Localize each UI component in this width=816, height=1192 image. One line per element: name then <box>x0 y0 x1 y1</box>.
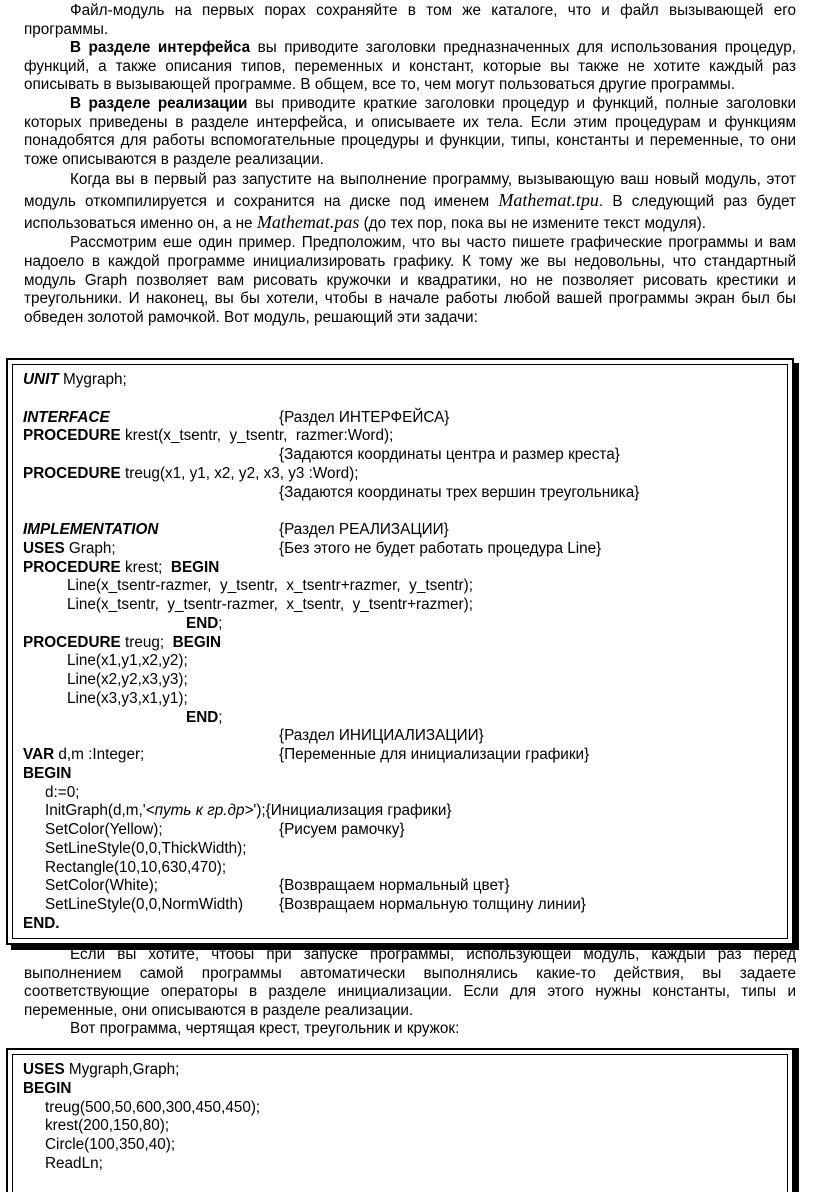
code-line: d:=0; <box>45 783 80 801</box>
paragraph-2 <box>24 39 796 95</box>
paragraph-1: Файл-модуль на первых порах сохраняйте в том же каталоге, что и файл вызывающей его программы. <box>24 2 796 38</box>
code-comment: {Возвращаем нормальный цвет} <box>279 877 510 895</box>
code-comment: {Переменные для инициализации графики} <box>279 746 590 763</box>
code-line: Line(x2,y2,x3,y3); <box>67 671 188 688</box>
code-line: Graph; <box>64 539 116 557</box>
code-line: Circle(100,350,40); <box>45 1136 176 1153</box>
paragraph-3-bold: В разделе реализации <box>70 94 248 112</box>
paragraph-6: Если вы хотите, чтобы при запуске программы, использующей модуль, каждый раз перед выполнением самой программы автоматически выполнялись какие-то действия, вы задаете соответствующие операторы в разделе инициализации. Если для этого нужны константы, типы и переменные, они описываются в разделе реализации. <box>24 946 796 1019</box>
paragraph-2-text: вы приводите заголовки предназначенных для использования процедур, функций, а также описания типов, переменных и констант, которые вы также не хотите каждый раз описывать в вызывающей программе. В общем, все то, чем могут пользоваться другие программы. <box>24 39 796 94</box>
code-listing-program-inner <box>12 1054 788 1192</box>
code-line: SetLineStyle(0,0,NormWidth) <box>45 896 244 913</box>
kw-implementation: IMPLEMENTATION <box>23 521 159 538</box>
kw-begin: BEGIN <box>23 764 72 782</box>
filename-tpu: Mathemat.tpu <box>498 190 599 211</box>
code-comment: {Раздел ИНИЦИАЛИЗАЦИИ} <box>279 727 484 745</box>
kw-procedure: PROCEDURE <box>23 558 121 576</box>
paragraph-4-text-a: Когда вы в первый раз запустите на выполнение программу, вызывающую ваш новый модуль, этот модуль откомпилируется и сохранится на диске под именем <box>24 171 796 211</box>
code-listing-unit-inner <box>12 364 788 939</box>
code-line: SetLineStyle(0,0,ThickWidth); <box>45 839 247 857</box>
code-comment: {Раздел ИНТЕРФЕЙСА} <box>279 408 450 426</box>
kw-begin: BEGIN <box>23 1079 72 1097</box>
code-line: ReadLn; <box>45 1154 103 1172</box>
code-line: ; <box>218 614 223 632</box>
kw-begin: BEGIN <box>172 633 222 651</box>
kw-end-final: END. <box>23 914 60 932</box>
paragraph-5: Рассмотрим еше один пример. Предположим, что вы часто пишете графические программы и вам надоело в каждой программе инициализировать графику. К тому же вы недовольны, что стандартный модуль Graph позволяет вам рисовать кружочки и квадратики, но не позволяет рисовать крестики и треугольники. И наконец, вы бы хотели, чтобы в начале работы любой вашей программы экран был бы обведен золотой рамочкой. Вот модуль, решающий эти задачи: <box>24 234 796 326</box>
paragraph-4-text-b: . В следующий раз будет использоваться именно он, а не <box>24 193 796 233</box>
code-listing-unit <box>6 358 794 945</box>
kw-uses: USES <box>23 1061 65 1078</box>
paragraph-4 <box>24 169 796 234</box>
code-line: krest(200,150,80); <box>45 1117 170 1135</box>
code-line: ');{Инициализация графики} <box>253 802 452 820</box>
kw-procedure: PROCEDURE <box>23 427 121 445</box>
code-comment: {Возвращаем нормальную толщину линии} <box>279 896 586 913</box>
code-line: Line(x_tsentr-razmer, y_tsentr, x_tsentr+razmer, y_tsentr); <box>67 577 473 595</box>
kw-unit: UNIT <box>23 371 59 388</box>
kw-interface: INTERFACE <box>23 408 110 426</box>
code-placeholder-path: <путь к гр.др> <box>145 802 254 820</box>
code-line: SetColor(White); <box>45 877 159 895</box>
code-comment: {Без этого не будет работать процедура Line} <box>279 539 602 557</box>
code-line: treug(x1, y1, x2, y2, x3, y3 :Word); <box>120 464 359 482</box>
text-block-middle <box>24 946 796 1039</box>
kw-procedure: PROCEDURE <box>23 633 121 651</box>
code-line: Line(x_tsentr, y_tsentr-razmer, x_tsentr, y_tsentr+razmer); <box>67 596 473 613</box>
code-line: krest(x_tsentr, y_tsentr, razmer:Word); <box>120 427 394 445</box>
code-line: Mygraph,Graph; <box>64 1061 180 1078</box>
paragraph-2-bold: В разделе интерфейса <box>70 39 251 57</box>
kw-var: VAR <box>23 746 55 763</box>
code-listing-program <box>6 1048 794 1192</box>
code-line: d,m :Integer; <box>54 746 145 763</box>
code-comment: {Рисуем рамочку} <box>279 821 405 838</box>
paragraph-4-text-c: (до тех пор, пока вы не измените текст модуля). <box>359 215 706 233</box>
code-line: SetColor(Yellow); <box>45 821 163 838</box>
paragraph-3-text: вы приводите краткие заголовки процедур и функций, полные заголовки которых приведены в разделе интерфейса, и описываете их тела. Если этим процедурам и функциям понадобятся для работы вспомогательные процедуры и функции, типы, константы и переменные, то они тоже описываются в разделе реализации. <box>24 94 796 168</box>
kw-end: END <box>186 614 219 632</box>
text-block-top <box>24 2 796 327</box>
kw-end: END <box>186 708 219 726</box>
kw-procedure: PROCEDURE <box>23 464 121 482</box>
code-line: Line(x3,y3,x1,y1); <box>67 689 188 707</box>
code-line: Line(x1,y1,x2,y2); <box>67 652 188 670</box>
code-line: Mygraph; <box>58 371 127 388</box>
code-line: Rectangle(10,10,630,470); <box>45 858 227 876</box>
code-comment: {Задаются координаты трех вершин треугольника} <box>279 483 640 501</box>
code-line: treug; <box>120 633 173 651</box>
code-comment: {Задаются координаты центра и размер креста} <box>279 446 620 463</box>
code-line: ; <box>218 708 223 726</box>
filename-pas: Mathemat.pas <box>256 212 360 233</box>
paragraph-3 <box>24 95 796 169</box>
code-line: treug(500,50,600,300,450,450); <box>45 1098 261 1116</box>
code-line: krest; <box>120 558 171 576</box>
code-comment: {Раздел РЕАЛИЗАЦИИ} <box>279 521 449 538</box>
kw-uses: USES <box>23 539 65 557</box>
kw-begin: BEGIN <box>170 558 220 576</box>
paragraph-7: Вот программа, чертящая крест, треугольник и кружок: <box>70 1020 460 1038</box>
code-line: InitGraph(d,m,' <box>45 802 146 820</box>
